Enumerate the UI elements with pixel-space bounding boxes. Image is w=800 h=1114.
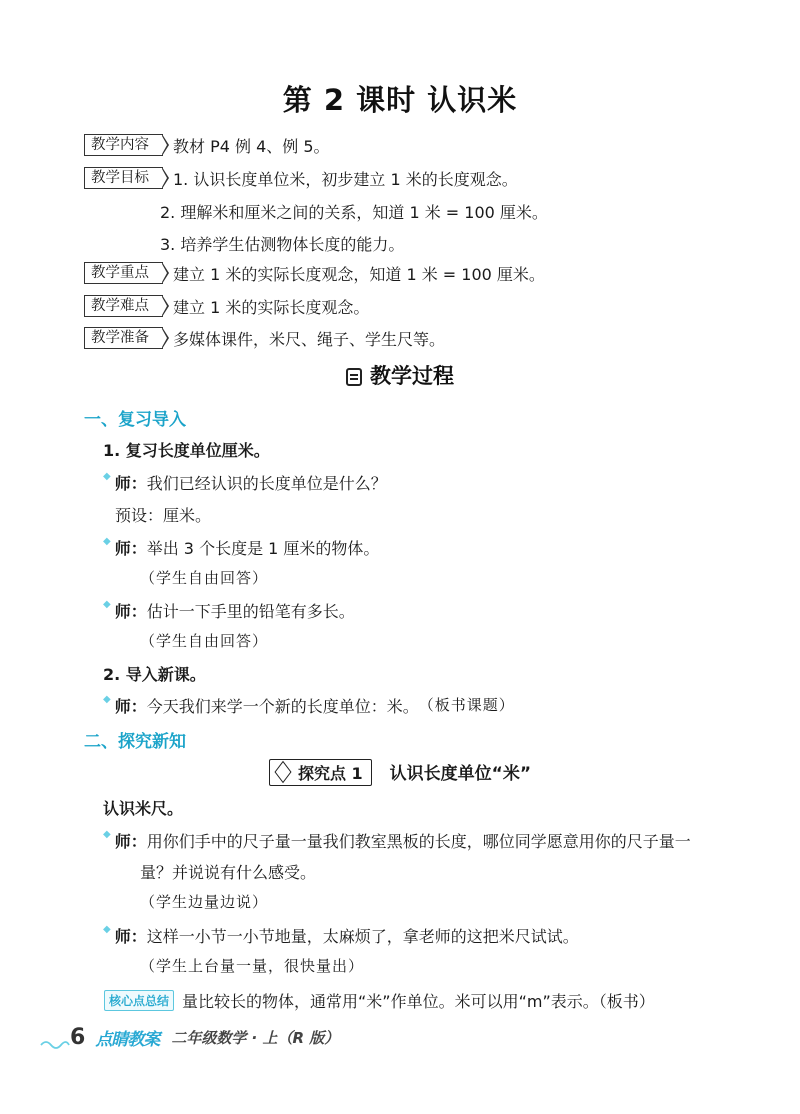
book-icon <box>346 368 362 386</box>
part1-heading: 一、复习导入 <box>84 410 186 430</box>
tag-difficulty: 教学难点 <box>84 295 163 317</box>
prep-text: 多媒体课件，米尺、绳子、学生尺等。 <box>173 329 446 349</box>
page-title: 第 2 课时 认识米 <box>282 83 518 117</box>
difficulty-text: 建立 1 米的实际长度观念。 <box>173 297 370 317</box>
info-goals <box>84 166 518 190</box>
process-heading <box>0 360 800 390</box>
grade-label: 二年级数学 · 上（R 版） <box>171 1029 340 1047</box>
part2-sub: 认识米尺。 <box>103 799 184 818</box>
student-response: （学生上台量一量，很快量出） <box>140 957 365 975</box>
info-content <box>84 133 330 157</box>
part2-heading: 二、探究新知 <box>84 732 186 752</box>
student-response: （学生自由回答） <box>140 569 269 587</box>
content-text: 教材 P4 例 4、例 5。 <box>173 136 330 156</box>
probe-tag: 探究点 1 <box>269 759 372 786</box>
preset-line: 预设：厘米。 <box>115 506 212 525</box>
teacher-line-cont: 量？并说说有什么感受。 <box>140 863 317 882</box>
cube-icon <box>274 761 291 784</box>
info-key <box>84 261 545 285</box>
core-tag: 核心点总结 <box>104 990 174 1011</box>
teacher-line: ◆ 师： 今天我们来学一个新的长度单位：米。 （板书课题） <box>103 694 515 716</box>
probe-title: 认识长度单位“米” <box>389 764 532 784</box>
part1-sub1: 1. 复习长度单位厘米。 <box>103 441 270 460</box>
teacher-line: ◆ 师： 估计一下手里的铅笔有多长。 <box>103 599 355 621</box>
page-number: 6 <box>70 1025 86 1050</box>
teacher-line: ◆ 师： 这样一小节一小节地量，太麻烦了，拿老师的这把米尺试试。 <box>103 924 579 946</box>
tag-goals: 教学目标 <box>84 167 163 189</box>
teacher-line: ◆ 师： 举出 3 个长度是 1 厘米的物体。 <box>103 536 380 558</box>
info-difficulty <box>84 294 369 318</box>
brand-logo: 点睛教案 <box>95 1030 160 1050</box>
bullet-dot-icon: ◆ <box>103 694 111 705</box>
info-prep <box>84 326 445 350</box>
core-text: 量比较长的物体，通常用“米”作单位。米可以用“m”表示。（板书） <box>182 992 655 1011</box>
student-response: （学生边量边说） <box>140 893 269 911</box>
probe-heading <box>0 759 800 786</box>
bullet-dot-icon: ◆ <box>103 471 111 482</box>
bullet-dot-icon: ◆ <box>103 599 111 610</box>
goal-item-2: 2. 理解米和厘米之间的关系，知道 1 米 = 100 厘米。 <box>160 203 548 222</box>
student-response: （学生自由回答） <box>140 632 269 650</box>
footer <box>62 1025 339 1050</box>
tag-content: 教学内容 <box>84 134 163 156</box>
teacher-line: ◆ 师： 用你们手中的尺子量一量我们教室黑板的长度，哪位同学愿意用你的尺子量一 <box>103 829 691 851</box>
part1-sub2: 2. 导入新课。 <box>103 665 206 684</box>
bullet-dot-icon: ◆ <box>103 536 111 547</box>
key-text: 建立 1 米的实际长度观念，知道 1 米 = 100 厘米。 <box>173 264 545 284</box>
goal-item-3: 3. 培养学生估测物体长度的能力。 <box>160 235 405 254</box>
process-title: 教学过程 <box>370 364 454 388</box>
bullet-dot-icon: ◆ <box>103 829 111 840</box>
tag-key: 教学重点 <box>84 262 163 284</box>
tag-prep: 教学准备 <box>84 327 163 349</box>
goal-item-1: 1. 认识长度单位米，初步建立 1 米的长度观念。 <box>173 169 518 189</box>
core-summary <box>104 989 655 1012</box>
teacher-line: ◆ 师： 我们已经认识的长度单位是什么？ <box>103 471 387 493</box>
bullet-dot-icon: ◆ <box>103 924 111 935</box>
